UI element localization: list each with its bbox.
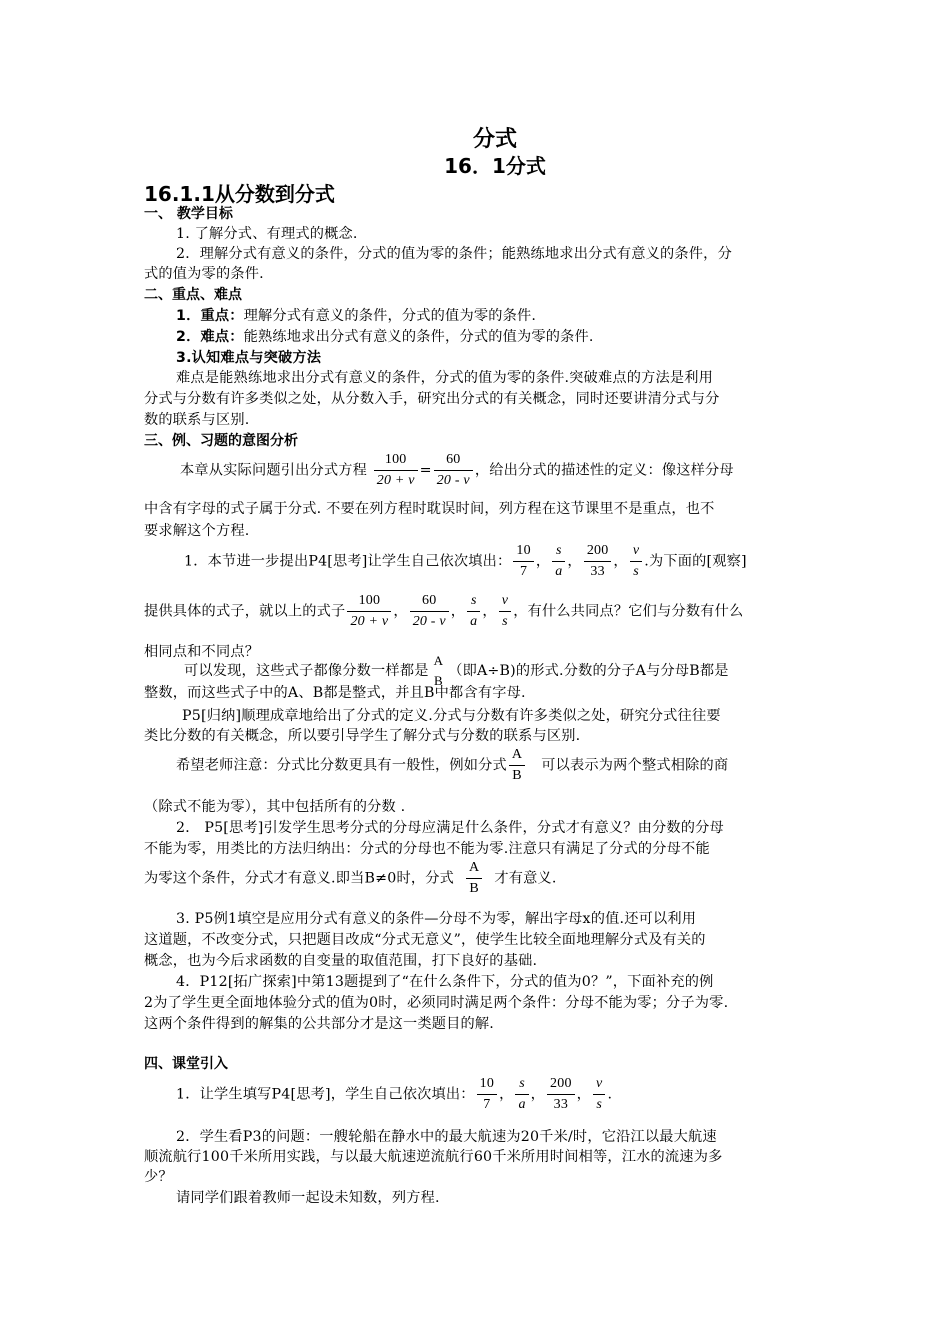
goal-1: 1. 了解分式、有理式的概念.	[176, 226, 358, 242]
para-g-line3: 概念，也为今后求函数的自变量的取值范围，打下良好的基础.	[144, 953, 538, 969]
intro-b-line2: 顺流航行100千米所用实践，与以最大航速逆流航行60千米所用时间相等，江水的流速为多	[144, 1149, 723, 1165]
para-b-line2: 提供具体的式子，就以上的式子 $\frac{100}{20 + v}$ ， $\frac{60}{20 - v}$ ， $\frac{s}{a}$ ， $\frac{v}{s}$ ，有什么共同点？它们与分数有什么	[144, 593, 744, 629]
key-point-text: 理解分式有意义的条件，分式的值为零的条件.	[243, 308, 537, 324]
fraction-60-over-20-minus-v-2: $\frac{60}{20 - v}$	[410, 593, 449, 630]
para-a-text1: 本章从实际问题引出分式方程	[180, 462, 368, 479]
para-h-line3: 这两个条件得到的解集的公共部分才是这一类题目的解.	[144, 1016, 495, 1032]
fraction-100-over-20-plus-v: $\frac{100}{20 + v}$	[374, 452, 418, 489]
heading-teaching-goals: 一、 教学目标	[144, 206, 233, 222]
fraction-A-over-B: A B	[433, 653, 444, 688]
para-h-line1: 4．P12[拓广探索]中第13题提到了“在什么条件下，分式的值为0？”，下面补充的例	[176, 974, 714, 990]
fraction-A-over-B-2: $\frac{A}{B}$	[509, 747, 525, 784]
para-a-line2: 中含有字母的式子属于分式. 不要在列方程时耽误时间，列方程在这节课里不是重点，也不	[144, 501, 715, 517]
fraction-s-over-a-3: $\frac{s}{a}$	[515, 1076, 528, 1113]
para-g-line2: 这道题，不改变分式，只把题目改成“分式无意义”，使学生比较全面地理解分式及有关的	[144, 932, 706, 948]
fraction-v-over-s: $\frac{v}{s}$	[630, 543, 642, 580]
para-a-text2: ，给出分式的描述性的定义：像这样分母	[474, 462, 734, 479]
para-b-line3: 相同点和不同点？	[144, 644, 260, 660]
fraction-A-over-B-3: $\frac{A}{B}$	[466, 860, 482, 897]
para-e-line2: （除式不能为零），其中包括所有的分数 .	[144, 799, 406, 815]
para-d-line2: 类比分数的有关概念，所以要引导学生了解分式与分数的联系与区别.	[144, 728, 581, 744]
para-f-line2: 不能为零，用类比的方法归纳出：分式的分母也不能为零.注意只有满足了分式的分母不能	[144, 841, 710, 857]
fraction-100-over-20-plus-v-2: $\frac{100}{20 + v}$	[347, 593, 391, 630]
para-c-text1: 可以发现，这些式子都像分数一样都是	[184, 663, 429, 679]
para-e-line1	[176, 747, 810, 784]
para-c-text2: （即A÷B)的形式.分数的分子A与分母B都是	[448, 663, 729, 679]
fraction-v-over-s-2: $\frac{v}{s}$	[499, 593, 511, 630]
goal-2: 2．理解分式有意义的条件，分式的值为零的条件；能熟练地求出分式有意义的条件，分	[176, 246, 732, 262]
para-e-text2: 可以表示为两个整式相除的商	[541, 757, 729, 774]
key-point-label: 1．重点：	[176, 308, 244, 324]
para-f-line3	[144, 860, 810, 897]
document-title: 分式	[472, 127, 517, 152]
fraction-60-over-20-minus-v: $\frac{60}{20 - v}$	[434, 452, 473, 489]
fraction-10-over-7-2: $\frac{10}{7}$	[477, 1076, 497, 1113]
fraction-s-over-a-2: $\frac{s}{a}$	[467, 593, 480, 630]
para-b-text1: 1．本节进一步提出P4[思考]让学生自己依次填出：	[184, 553, 512, 570]
document-subtitle: 16．1分式	[444, 154, 546, 178]
intro-a-text: 1．让学生填写P4[思考]，学生自己依次填出：	[176, 1086, 475, 1103]
goal-2-cont: 式的值为零的条件.	[144, 266, 264, 282]
para-e-text1: 希望老师注意：分式比分数更具有一般性，例如分式	[176, 757, 507, 774]
para-h-line2: 2为了学生更全面地体验分式的值为0时，必须同时满足两个条件：分母不能为零；分子为零.	[144, 995, 729, 1011]
intro-b-line1: 2．学生看P3的问题：一艘轮船在静水中的最大航速为20千米/时，它沿江以最大航速	[176, 1129, 717, 1145]
para-b-text4: ，有什么共同点？它们与分数有什么	[513, 603, 744, 620]
para-d-line1: P5[归纳]顺理成章地给出了分式的定义.分式与分数有许多类似之处，研究分式往往要	[182, 708, 721, 724]
para-f-text2: 才有意义.	[494, 870, 557, 887]
para-a-line1: 本章从实际问题引出分式方程 $\frac{100}{20 + v}$ = $\frac{60}{20 - v}$ ，给出分式的描述性的定义：像这样分母	[180, 452, 734, 488]
intro-b-line3: 少？	[144, 1169, 173, 1185]
breakthrough-p3: 数的联系与区别.	[144, 412, 250, 428]
breakthrough-heading: 3.认知难点与突破方法	[176, 350, 322, 366]
fraction-200-over-33: $\frac{200}{33}$	[584, 543, 612, 580]
para-g-line1: 3. P5例1填空是应用分式有意义的条件—分母不为零，解出字母x的值.还可以利用	[176, 911, 697, 927]
breakthrough-p1: 难点是能熟练地求出分式有意义的条件，分式的值为零的条件.突破难点的方法是利用	[176, 370, 714, 386]
para-b-line1: 1．本节进一步提出P4[思考]让学生自己依次填出： $\frac{10}{7}$ ， $\frac{s}{a}$ ， $\frac{200}{33}$ ， $\frac{v}{s}$ .为下面的[观察]	[184, 543, 747, 579]
heading-examples: 三、例、习题的意图分析	[144, 433, 298, 449]
section-title: 16.1.1从分数到分式	[144, 182, 335, 206]
para-a-line3: 要求解这个方程.	[144, 523, 250, 539]
key-point-line	[176, 305, 810, 325]
intro-c-line1: 请同学们跟着教师一起设未知数，列方程.	[176, 1190, 440, 1206]
fraction-s-over-a: $\frac{s}{a}$	[552, 543, 565, 580]
intro-a-line1: 1．让学生填写P4[思考]，学生自己依次填出： $\frac{10}{7}$ ， $\frac{s}{a}$ ， $\frac{200}{33}$ ， $\frac{v}{s}$ .	[176, 1076, 613, 1112]
difficulty-text: 能熟练地求出分式有意义的条件，分式的值为零的条件.	[243, 329, 594, 345]
para-b-text3: 提供具体的式子，就以上的式子	[144, 603, 346, 620]
para-c-line2: 整数，而这些式子中的A、B都是整式，并且B中都含有字母.	[144, 685, 526, 701]
fraction-200-over-33-2: $\frac{200}{33}$	[547, 1076, 575, 1113]
fraction-v-over-s-3: $\frac{v}{s}$	[593, 1076, 605, 1113]
heading-lesson-intro: 四、课堂引入	[144, 1056, 228, 1072]
para-f-line1: 2． P5[思考]引发学生思考分式的分母应满足什么条件，分式才有意义？由分数的分母	[176, 820, 724, 836]
difficulty-line	[176, 326, 810, 346]
heading-key-points: 二、重点、难点	[144, 287, 242, 303]
breakthrough-p2: 分式与分数有许多类似之处，从分数入手，研究出分式的有关概念，同时还要讲清分式与分	[144, 391, 720, 407]
para-b-text2: .为下面的[观察]	[644, 553, 747, 570]
difficulty-label: 2．难点：	[176, 329, 244, 345]
fraction-10-over-7: $\frac{10}{7}$	[513, 543, 533, 580]
para-f-text1: 为零这个条件，分式才有意义.即当B≠0时，分式	[144, 870, 455, 887]
